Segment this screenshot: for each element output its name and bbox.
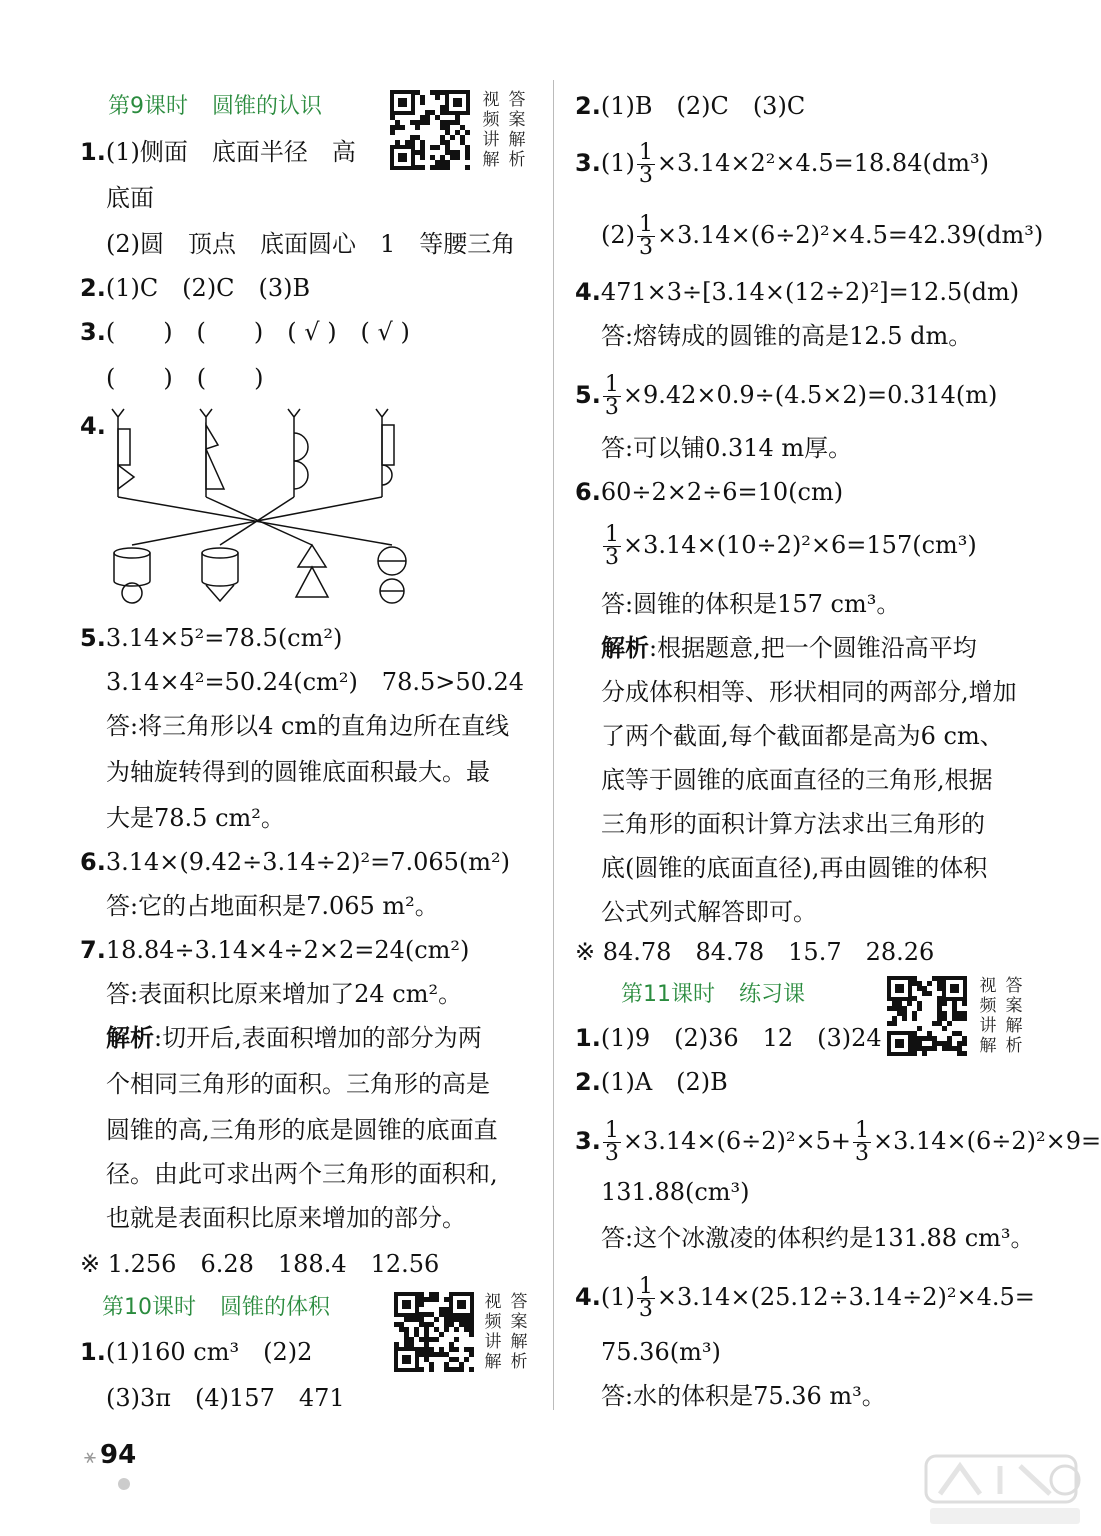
s10-answer-6-l3: 答:圆锥的体积是157 cm³。 — [601, 590, 901, 618]
answer-5: 5.3.14×5²=78.5(cm²) — [80, 624, 343, 652]
analysis-6-l3: 了两个截面,每个截面都是高为6 cm、 — [601, 722, 1004, 750]
answer-5-l2: 3.14×4²=50.24(cm²) 78.5>50.24 — [106, 668, 525, 696]
qr-label-char: 解 — [508, 130, 526, 150]
analysis-6-l1: 解析:根据题意,把一个圆锥沿高平均 — [601, 633, 977, 662]
analysis-6-l6: 底(圆锥的底面直径),再由圆锥的体积 — [601, 854, 988, 882]
qr-label-char: 视 — [484, 1292, 502, 1312]
answer-7: 7.18.84÷3.14×4÷2×2=24(cm²) — [80, 936, 470, 964]
section-title-10 — [102, 1293, 330, 1323]
fraction: $\frac{1}{3}$ — [604, 1118, 619, 1166]
qr-label-char: 析 — [510, 1352, 528, 1372]
answer-5-l4: 为轴旋转得到的圆锥底面积最大。最 — [106, 758, 490, 786]
s10-answer-4: 4.471×3÷[3.14×(12÷2)²]=12.5(dm) — [575, 278, 1020, 306]
lesson-topic: 圆锥的认识 — [212, 94, 323, 119]
analysis-6-l7: 公式列式解答即可。 — [601, 898, 817, 926]
answer-1-cont: 底面 — [106, 184, 154, 212]
qr-label-char: 析 — [508, 150, 526, 170]
fraction: $\frac{1}{3}$ — [604, 372, 619, 420]
answer-3-cont: ( ) ( ) — [106, 364, 264, 392]
qr-label-char: 解 — [979, 1036, 997, 1056]
answer-5-l3: 答:将三角形以4 cm的直角边所在直线 — [106, 712, 510, 740]
qr-code-icon[interactable] — [887, 976, 967, 1056]
s11-answer-1: 1.(1)9 (2)36 12 (3)24 — [575, 1024, 882, 1052]
fraction: $\frac{1}{3}$ — [638, 1274, 653, 1322]
lesson-number: 第10课时 — [102, 1295, 196, 1320]
qr-label-char: 讲 — [482, 130, 500, 150]
qr-label-char: 讲 — [979, 1016, 997, 1036]
lesson-topic: 圆锥的体积 — [220, 1295, 331, 1320]
qr-label-char: 视 — [979, 976, 997, 996]
s11-answer-3-l3: 答:这个冰激凌的体积约是131.88 cm³。 — [601, 1224, 1035, 1252]
analysis-6-l2: 分成体积相等、形状相同的两部分,增加 — [601, 678, 1017, 706]
s10-answer-1-l2: (3)3π (4)157 471 — [106, 1384, 345, 1412]
qr-code-icon[interactable] — [394, 1292, 474, 1372]
s10-answer-3-l2: (2) $\frac{1}{3}$ ×3.14×(6÷2)²×4.5=42.39(dm³) — [601, 212, 1044, 260]
qr-label-char: 答 — [510, 1292, 528, 1312]
analysis-7-l3: 圆锥的高,三角形的底是圆锥的底面直 — [106, 1116, 498, 1144]
lesson-number: 第9课时 — [108, 94, 188, 119]
analysis-6-l4: 底等于圆锥的底面直径的三角形,根据 — [601, 766, 993, 794]
answer-2: 2.(1)C (2)C (3)B — [80, 274, 311, 302]
qr-label-char: 案 — [508, 110, 526, 130]
s10-answer-6: 6.60÷2×2÷6=10(cm) — [575, 478, 844, 506]
answer-6-l2: 答:它的占地面积是7.065 m²。 — [106, 892, 439, 920]
answer-3: 3.( ) ( ) ( √ ) ( √ ) — [80, 318, 410, 346]
fraction: $\frac{1}{3}$ — [605, 522, 619, 570]
analysis-7-l4: 径。由此可求出两个三角形的面积和, — [106, 1160, 498, 1188]
fraction: $\frac{1}{3}$ — [639, 212, 653, 260]
page-decoration-icon: ⚹ — [84, 1444, 96, 1468]
answer-5-l5: 大是78.5 cm²。 — [106, 804, 285, 832]
s10-answer-6-l2: $\frac{1}{3}$ ×3.14×(10÷2)²×6=157(cm³) — [605, 522, 977, 570]
s11-answer-3: 3. $\frac{1}{3}$ ×3.14×(6÷2)²×5+ $\frac{1}{3}$ ×3.14×(6÷2)²×9= — [575, 1118, 1101, 1166]
s10-answer-5-l2: 答:可以铺0.314 m厚。 — [601, 434, 853, 462]
lesson-number: 第11课时 — [621, 982, 715, 1007]
s10-answer-1: 1.(1)160 cm³ (2)2 — [80, 1338, 313, 1366]
section-title-9 — [108, 92, 322, 122]
s11-answer-2: 2.(1)A (2)B — [575, 1068, 728, 1096]
qr-label-char: 解 — [1005, 1016, 1023, 1036]
bonus-answers-left: ※ 1.256 6.28 188.4 12.56 — [80, 1250, 440, 1278]
analysis-7-l2: 个相同三角形的面积。三角形的高是 — [106, 1070, 490, 1098]
fraction: $\frac{1}{3}$ — [854, 1118, 869, 1166]
page-dot — [118, 1478, 130, 1490]
lesson-topic: 练习课 — [739, 982, 806, 1007]
qr-label-char: 讲 — [484, 1332, 502, 1352]
qr-label-char: 答 — [508, 90, 526, 110]
qr-label-char: 解 — [510, 1332, 528, 1352]
answer-7-l2: 答:表面积比原来增加了24 cm²。 — [106, 980, 463, 1008]
page-number: 94 — [100, 1440, 137, 1470]
analysis-7-l5: 也就是表面积比原来增加的部分。 — [106, 1204, 466, 1232]
qr-label-char: 解 — [482, 150, 500, 170]
bonus-answers-right: ※ 84.78 84.78 15.7 28.26 — [575, 938, 935, 966]
section-title-11 — [621, 980, 805, 1010]
fraction: $\frac{1}{3}$ — [638, 140, 653, 188]
qr-label-char: 案 — [510, 1312, 528, 1332]
qr-label-char: 视 — [482, 90, 500, 110]
rotation-matching-diagram — [102, 405, 442, 605]
s10-answer-4-l2: 答:熔铸成的圆锥的高是12.5 dm。 — [601, 322, 973, 350]
answer-1-part2: (2)圆 顶点 底面圆心 1 等腰三角 — [106, 230, 516, 258]
answer-1: 1.(1)侧面 底面半径 高 — [80, 138, 356, 166]
s11-answer-3-l2: 131.88(cm³) — [601, 1178, 750, 1206]
watermark-logo — [920, 1450, 1090, 1530]
s11-answer-4-l3: 答:水的体积是75.36 m³。 — [601, 1382, 886, 1410]
qr-label-char: 频 — [484, 1312, 502, 1332]
qr-label-char: 频 — [979, 996, 997, 1016]
qr-label-char: 解 — [484, 1352, 502, 1372]
qr-code-icon[interactable] — [390, 90, 470, 170]
qr-label — [480, 1292, 532, 1372]
qr-label-char: 案 — [1005, 996, 1023, 1016]
s11-answer-4: 4.(1) $\frac{1}{3}$ ×3.14×(25.12÷3.14÷2)²×4.5= — [575, 1274, 1035, 1322]
qr-label — [478, 90, 530, 170]
column-divider — [553, 80, 554, 1410]
s10-answer-2: 2.(1)B (2)C (3)C — [575, 92, 806, 120]
answer-6: 6.3.14×(9.42÷3.14÷2)²=7.065(m²) — [80, 848, 511, 876]
s10-answer-3: 3.(1) $\frac{1}{3}$ ×3.14×2²×4.5=18.84(dm³) — [575, 140, 989, 188]
analysis-6-l5: 三角形的面积计算方法求出三角形的 — [601, 810, 985, 838]
qr-label-char: 析 — [1005, 1036, 1023, 1056]
qr-label-char: 答 — [1005, 976, 1023, 996]
s10-answer-5: 5. $\frac{1}{3}$ ×9.42×0.9÷(4.5×2)=0.314(m) — [575, 372, 998, 420]
qr-label — [975, 976, 1027, 1056]
s11-answer-4-l2: 75.36(m³) — [601, 1338, 721, 1366]
qr-label-char: 频 — [482, 110, 500, 130]
analysis-7-l1: 解析:切开后,表面积增加的部分为两 — [106, 1023, 482, 1052]
answer-4: 4. — [80, 412, 106, 440]
